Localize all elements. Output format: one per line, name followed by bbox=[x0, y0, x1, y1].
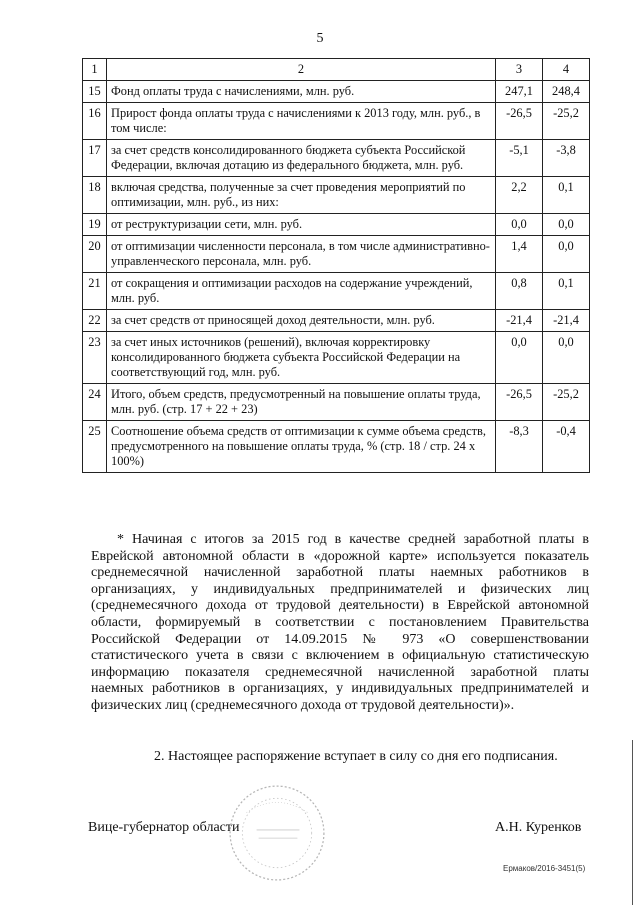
footnote-line: статистического учета в связи с включением в официальную статистическую bbox=[91, 648, 589, 664]
row-description: за счет средств консолидированного бюджета субъекта Российской Федерации, включая дотацию из федерального бюджета, млн. руб. bbox=[107, 140, 496, 177]
value-col-3: -21,4 bbox=[496, 310, 543, 332]
row-description: Итого, объем средств, предусмотренный на повышение оплаты труда, млн. руб. (стр. 17 + 22 + 23) bbox=[107, 384, 496, 421]
table-row bbox=[83, 273, 590, 310]
row-number: 25 bbox=[83, 421, 107, 473]
row-description: Соотношение объема средств от оптимизации к сумме объема средств, предусмотренного на повышение оплаты труда, % (стр. 18 / стр. 24 х 100%) bbox=[107, 421, 496, 473]
scan-edge-line bbox=[632, 740, 633, 905]
footnote-line: среднемесячной начисленной заработной платы наемных работников в bbox=[91, 565, 589, 581]
row-description: от реструктуризации сети, млн. руб. bbox=[107, 214, 496, 236]
footnote-line: организациях, у индивидуальных предпринимателей и физических лиц bbox=[91, 581, 589, 597]
signer-title: Вице-губернатор области bbox=[88, 820, 240, 835]
row-number: 21 bbox=[83, 273, 107, 310]
value-col-3: 247,1 bbox=[496, 81, 543, 103]
value-col-4: 0,1 bbox=[543, 177, 590, 214]
value-col-4: -0,4 bbox=[543, 421, 590, 473]
row-number: 18 bbox=[83, 177, 107, 214]
value-col-3: -26,5 bbox=[496, 384, 543, 421]
footnote-paragraph bbox=[91, 532, 589, 715]
table-row bbox=[83, 214, 590, 236]
official-stamp bbox=[226, 782, 328, 884]
row-description: включая средства, полученные за счет проведения мероприятий по оптимизации, млн. руб., из них: bbox=[107, 177, 496, 214]
header-cell: 4 bbox=[543, 59, 590, 81]
signer-name: А.Н. Куренков bbox=[495, 820, 582, 835]
row-number: 19 bbox=[83, 214, 107, 236]
header-cell: 1 bbox=[83, 59, 107, 81]
footnote-line: * Начиная с итогов за 2015 год в качестве средней заработной платы в bbox=[117, 532, 589, 547]
row-number: 20 bbox=[83, 236, 107, 273]
footnote-line: области, формируемый в соответствии с постановлением Правительства bbox=[91, 614, 589, 630]
row-number: 24 bbox=[83, 384, 107, 421]
row-number: 23 bbox=[83, 332, 107, 384]
footnote-line: (среднемесячного дохода от трудовой деятельности) в Еврейской автономной bbox=[91, 598, 589, 614]
row-description: Фонд оплаты труда с начислениями, млн. руб. bbox=[107, 81, 496, 103]
document-reference: Ермаков/2016-3451(5) bbox=[503, 864, 586, 873]
footnote-line: Еврейской автономной области в «дорожной карте» используется показатель bbox=[91, 548, 589, 564]
value-col-3: 0,0 bbox=[496, 332, 543, 384]
value-col-4: -3,8 bbox=[543, 140, 590, 177]
header-cell: 2 bbox=[107, 59, 496, 81]
value-col-4: 0,0 bbox=[543, 332, 590, 384]
value-col-4: 248,4 bbox=[543, 81, 590, 103]
row-description: за счет средств от приносящей доход деятельности, млн. руб. bbox=[107, 310, 496, 332]
value-col-4: -25,2 bbox=[543, 103, 590, 140]
footnote-line: физических лиц (среднемесячного дохода от трудовой деятельности)». bbox=[91, 697, 515, 713]
row-description: за счет иных источников (решений), включая корректировку консолидированного бюджета субъекта Российской Федерации на соответствующий год, млн. руб. bbox=[107, 332, 496, 384]
page-number: 5 bbox=[316, 31, 324, 46]
value-col-3: 0,8 bbox=[496, 273, 543, 310]
row-description: от оптимизации численности персонала, в том числе административно-управленческого персонала, млн. руб. bbox=[107, 236, 496, 273]
effective-date-paragraph: 2. Настоящее распоряжение вступает в силу со дня его подписания. bbox=[154, 749, 558, 764]
row-number: 15 bbox=[83, 81, 107, 103]
footnote-line: Российской Федерации от 14.09.2015 № 973 «О совершенствовании bbox=[91, 631, 589, 647]
row-number: 16 bbox=[83, 103, 107, 140]
table-row bbox=[83, 236, 590, 273]
footnote-line: наемных работников в организациях, у индивидуальных предпринимателей и bbox=[91, 681, 589, 697]
value-col-4: 0,0 bbox=[543, 214, 590, 236]
table-row bbox=[83, 421, 590, 473]
value-col-3: 0,0 bbox=[496, 214, 543, 236]
value-col-3: 2,2 bbox=[496, 177, 543, 214]
table-row bbox=[83, 332, 590, 384]
data-table bbox=[82, 58, 590, 473]
value-col-3: -26,5 bbox=[496, 103, 543, 140]
table-row bbox=[83, 103, 590, 140]
row-number: 17 bbox=[83, 140, 107, 177]
table-row bbox=[83, 140, 590, 177]
table-row bbox=[83, 310, 590, 332]
header-cell: 3 bbox=[496, 59, 543, 81]
value-col-3: -5,1 bbox=[496, 140, 543, 177]
row-number: 22 bbox=[83, 310, 107, 332]
value-col-3: -8,3 bbox=[496, 421, 543, 473]
value-col-4: -25,2 bbox=[543, 384, 590, 421]
table-row bbox=[83, 81, 590, 103]
row-description: от сокращения и оптимизации расходов на содержание учреждений, млн. руб. bbox=[107, 273, 496, 310]
footnote-line: информацию показателя среднемесячной начисленной заработной платы bbox=[91, 664, 589, 680]
row-description: Прирост фонда оплаты труда с начислениями к 2013 году, млн. руб., в том числе: bbox=[107, 103, 496, 140]
value-col-3: 1,4 bbox=[496, 236, 543, 273]
table-row bbox=[83, 177, 590, 214]
value-col-4: -21,4 bbox=[543, 310, 590, 332]
table-row bbox=[83, 384, 590, 421]
value-col-4: 0,0 bbox=[543, 236, 590, 273]
value-col-4: 0,1 bbox=[543, 273, 590, 310]
table-header-row bbox=[83, 59, 590, 81]
